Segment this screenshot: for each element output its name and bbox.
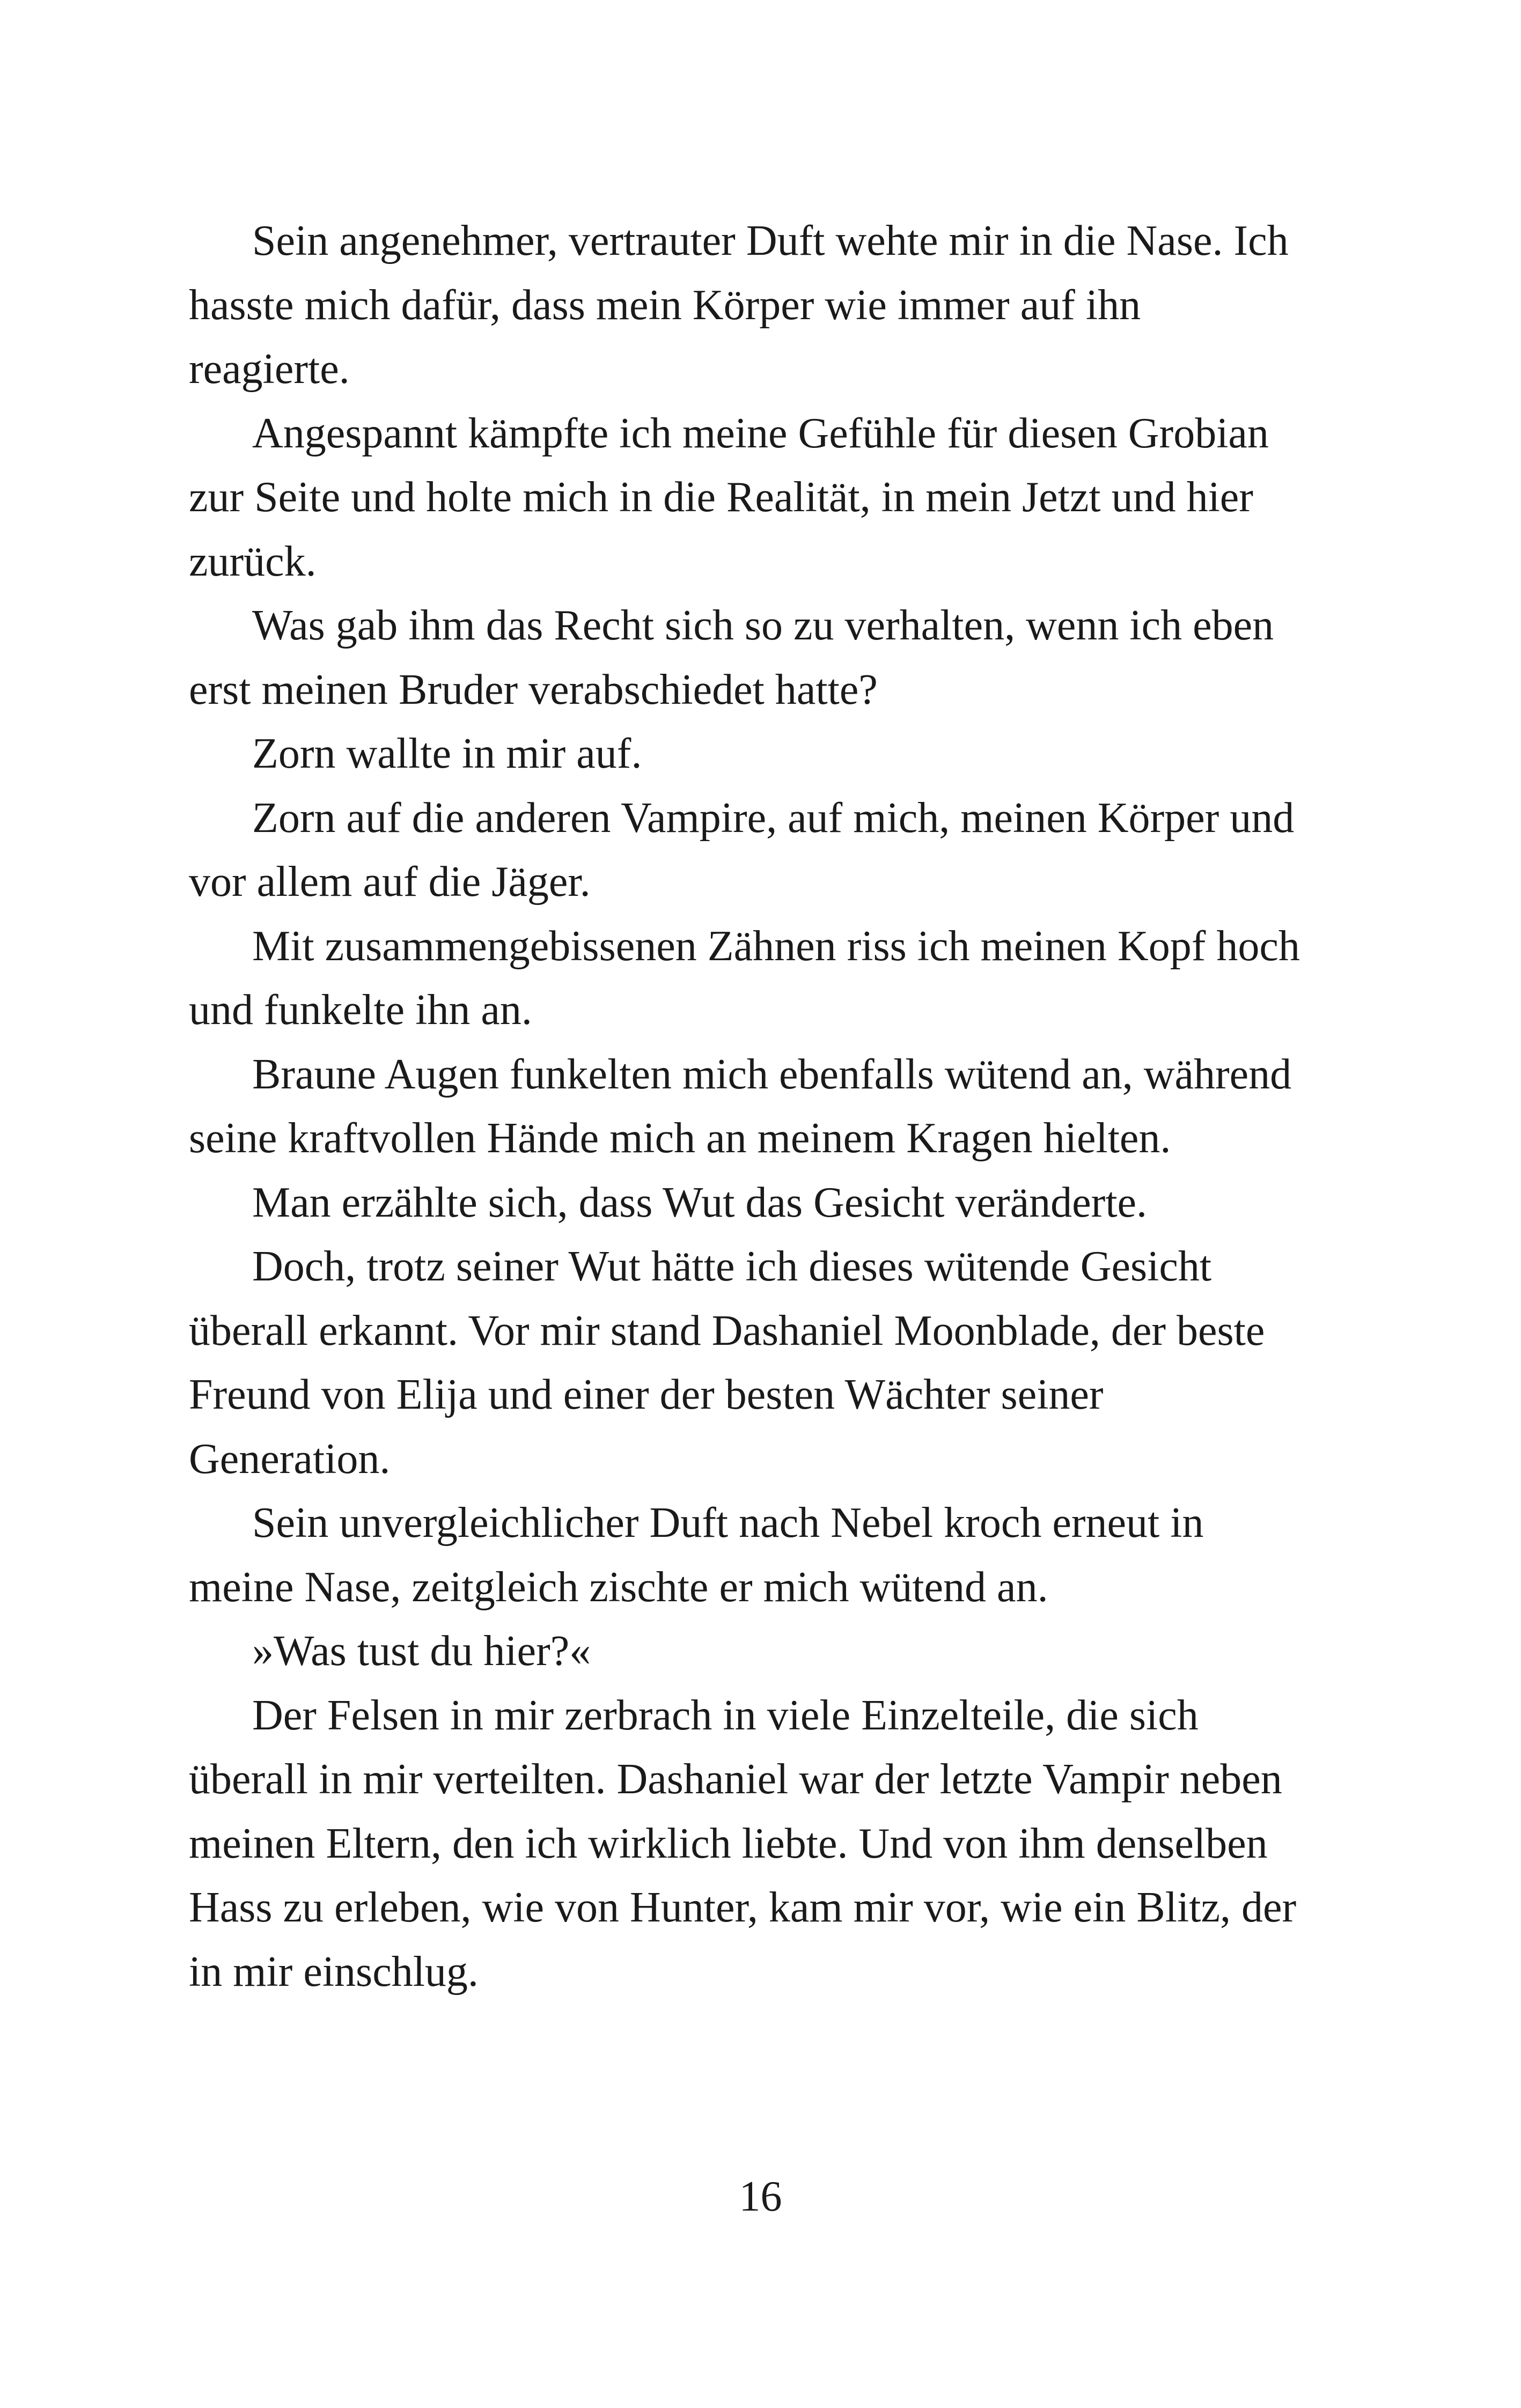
- paragraph: Zorn wallte in mir auf.: [252, 730, 642, 777]
- paragraph: »Was tust du hier?«: [252, 1628, 591, 1675]
- paragraph: Mit zusammengebissenen Zähnen riss ich meinen Kopf hoch und funkelte ihn an.: [189, 922, 1300, 1034]
- paragraph: Braune Augen funkelten mich ebenfalls wütend an, während seine kraftvollen Hände mich an meinem Kragen hielten.: [189, 1050, 1292, 1162]
- paragraph: Sein angenehmer, vertrauter Duft wehte mir in die Nase. Ich hasste mich dafür, dass mein Körper wie immer auf ihn reagierte.: [189, 217, 1289, 393]
- paragraph: Doch, trotz seiner Wut hätte ich dieses wütende Gesicht überall erkannt. Vor mir stand Dashaniel Moonblade, der beste Freund von Elija und einer der besten Wächter seiner Generation.: [189, 1243, 1265, 1483]
- paragraph: Was gab ihm das Recht sich so zu verhalten, wenn ich eben erst meinen Bruder verabschiedet hatte?: [189, 602, 1274, 713]
- paragraph: Angespannt kämpfte ich meine Gefühle für diesen Grobian zur Seite und holte mich in die Realität, in mein Jetzt und hier zurück.: [189, 409, 1269, 585]
- body-text: [189, 209, 1305, 2004]
- paragraph: Man erzählte sich, dass Wut das Gesicht veränderte.: [252, 1179, 1148, 1226]
- page-number: 16: [739, 2173, 782, 2220]
- paragraph: Sein unvergleichlicher Duft nach Nebel kroch erneut in meine Nase, zeitgleich zischte er mich wütend an.: [189, 1499, 1204, 1611]
- paragraph: Der Felsen in mir zerbrach in viele Einzelteile, die sich überall in mir verteilten. Dashaniel war der letzte Vampir neben meinen Eltern, den ich wirklich liebte. Und von ihm denselben Hass zu erleben, wie von Hunter, kam mir vor, wie ein Blitz, der in mir einschlug.: [189, 1691, 1297, 1995]
- paragraph: Zorn auf die anderen Vampire, auf mich, meinen Körper und vor allem auf die Jäger.: [189, 794, 1295, 905]
